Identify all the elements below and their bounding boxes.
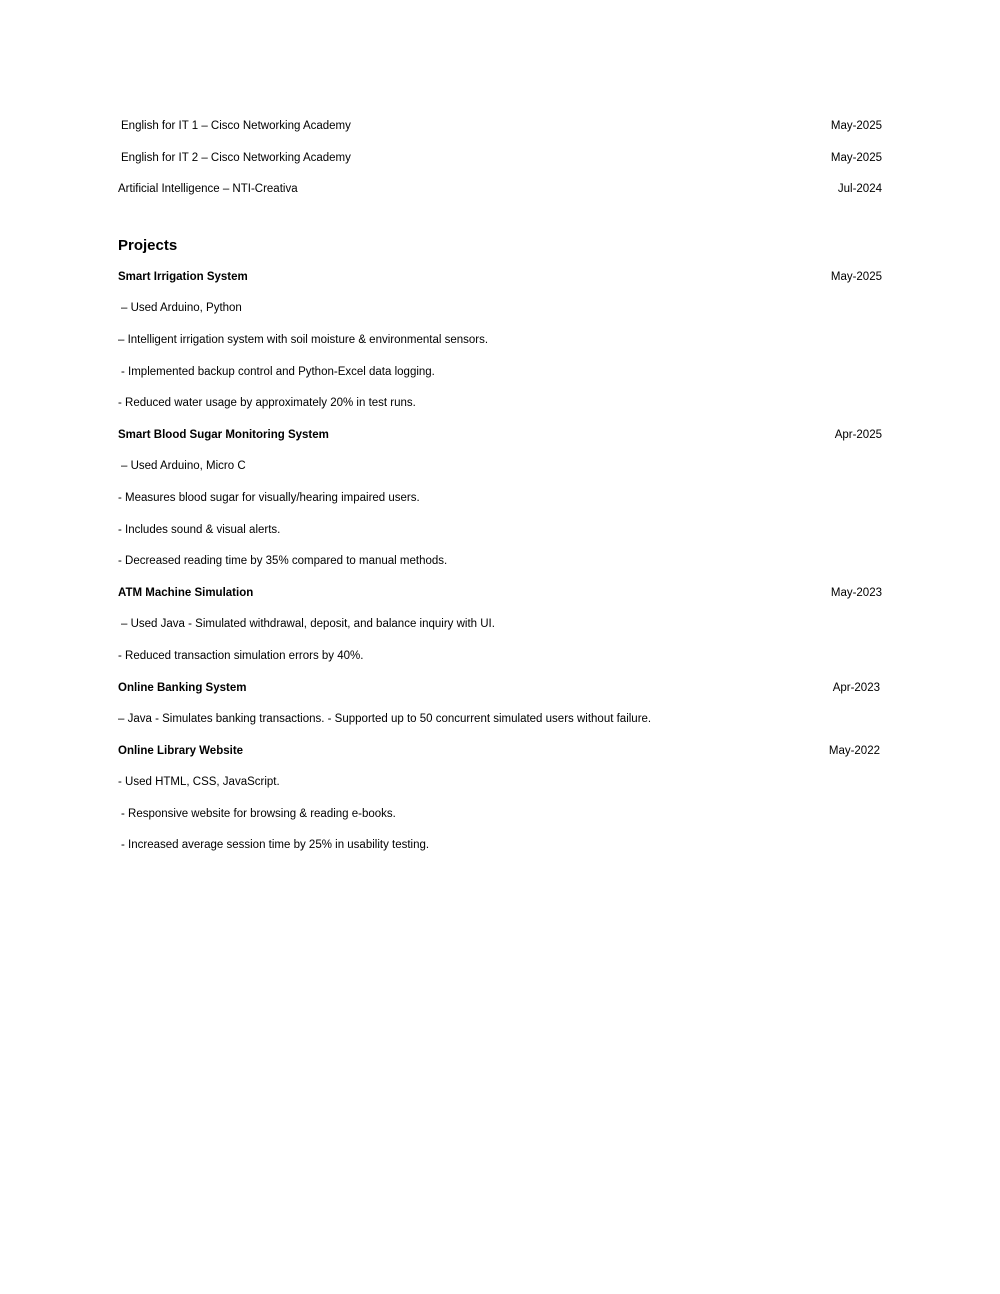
project-detail (118, 806, 882, 838)
project-detail (118, 837, 882, 869)
certification-date: May-2025 (830, 151, 882, 164)
project-detail (118, 616, 882, 648)
project-detail-text: - Increased average session time by 25% in usability testing. (121, 839, 430, 852)
certification-entry (118, 150, 882, 182)
project-detail (118, 522, 882, 554)
project-header (118, 269, 882, 301)
project-date: Apr-2025 (834, 428, 882, 441)
project-detail (118, 395, 882, 427)
project-detail-text: – Used Arduino, Micro C (121, 460, 246, 473)
project-name: Online Banking System (118, 681, 247, 694)
project-name: Online Library Website (118, 744, 244, 757)
project-detail-text: – Used Java - Simulated withdrawal, deposit, and balance inquiry with UI. (121, 618, 495, 631)
resume-content (118, 118, 882, 869)
project-date: May-2022 (828, 744, 880, 757)
certification-title: English for IT 2 – Cisco Networking Academy (121, 151, 351, 164)
project-detail-text: - Reduced transaction simulation errors by 40%. (118, 649, 364, 662)
project-detail (118, 458, 882, 490)
project-header (118, 680, 882, 712)
project-detail (118, 332, 882, 364)
certification-title: English for IT 1 – Cisco Networking Academy (121, 120, 351, 132)
project-date: Apr-2023 (832, 681, 880, 694)
project-detail-text: - Used HTML, CSS, JavaScript. (118, 776, 280, 789)
project-header (118, 585, 882, 617)
project-header (118, 427, 882, 459)
project-detail-text: - Implemented backup control and Python-Excel data logging. (121, 365, 435, 378)
certification-entry (118, 181, 882, 213)
project-name: Smart Irrigation System (118, 270, 248, 283)
project-detail (118, 300, 882, 332)
project-date: May-2023 (830, 586, 882, 599)
project-detail-text: – Intelligent irrigation system with soil moisture & environmental sensors. (118, 333, 489, 346)
project-detail-text: - Responsive website for browsing & reading e-books. (121, 807, 396, 820)
project-detail (118, 553, 882, 585)
project-date: May-2025 (830, 270, 882, 283)
project-name: ATM Machine Simulation (118, 586, 254, 599)
project-detail (118, 490, 882, 522)
project-detail-text: - Includes sound & visual alerts. (118, 523, 281, 536)
section-spacer (118, 213, 882, 235)
certification-date: Jul-2024 (837, 183, 882, 196)
project-detail (118, 774, 882, 806)
project-detail (118, 648, 882, 680)
project-detail-text: – Java - Simulates banking transactions. - Supported up to 50 concurrent simulated users without failure. (118, 713, 652, 726)
project-detail (118, 364, 882, 396)
certification-date: May-2025 (830, 120, 882, 132)
project-detail-text: – Used Arduino, Python (121, 302, 242, 315)
project-header (118, 743, 882, 775)
project-detail (118, 711, 882, 743)
projects-heading: Projects (118, 236, 178, 254)
certification-entry (118, 118, 882, 150)
certification-title: Artificial Intelligence – NTI-Creativa (118, 183, 298, 196)
project-detail-text: - Measures blood sugar for visually/hearing impaired users. (118, 491, 420, 504)
project-name: Smart Blood Sugar Monitoring System (118, 428, 329, 441)
project-detail-text: - Decreased reading time by 35% compared to manual methods. (118, 555, 448, 568)
project-detail-text: - Reduced water usage by approximately 20% in test runs. (118, 397, 416, 410)
